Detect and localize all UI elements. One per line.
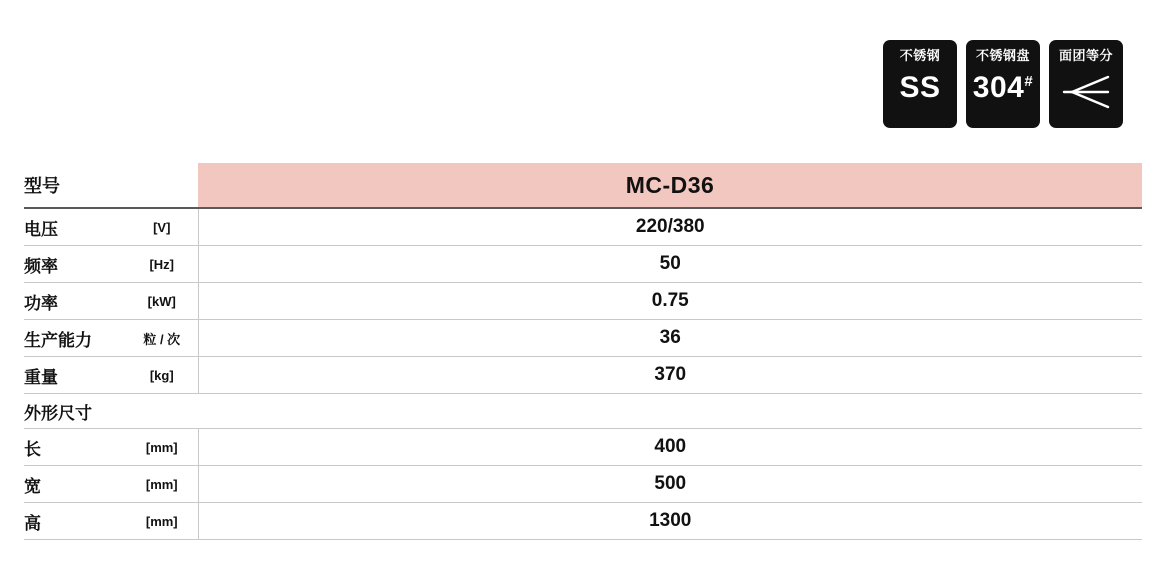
row-value: 50	[198, 246, 1142, 283]
row-unit: [mm]	[126, 503, 198, 540]
table-row	[24, 357, 1142, 394]
divide-arrow-icon	[1062, 73, 1110, 116]
row-value: 500	[198, 466, 1142, 503]
row-unit: [kW]	[126, 283, 198, 320]
badge-stainless-steel-304	[966, 40, 1040, 128]
row-value: 400	[198, 429, 1142, 466]
header-label: 型号	[24, 163, 126, 208]
badge-top-label: 不锈钢	[899, 48, 941, 63]
row-unit: [V]	[126, 208, 198, 246]
row-unit: [mm]	[126, 466, 198, 503]
badge-stainless-steel	[883, 40, 957, 128]
section-unit-blank	[126, 394, 198, 429]
row-value: 220/380	[198, 208, 1142, 246]
row-value: 370	[198, 357, 1142, 394]
section-value-blank	[198, 394, 1142, 429]
row-label: 功率	[24, 283, 126, 320]
table-row	[24, 429, 1142, 466]
section-label: 外形尺寸	[24, 394, 126, 429]
header-model-value: MC-D36	[198, 163, 1142, 208]
header-unit	[126, 163, 198, 208]
table-row	[24, 208, 1142, 246]
badge-superscript: #	[1024, 73, 1034, 91]
row-value: 36	[198, 320, 1142, 357]
specification-table	[24, 163, 1142, 540]
table-row	[24, 503, 1142, 540]
row-unit: [mm]	[126, 429, 198, 466]
feature-badge-row	[883, 40, 1123, 128]
badge-main-label: SS	[899, 71, 941, 105]
badge-main-label	[973, 72, 1033, 104]
table-row	[24, 320, 1142, 357]
row-unit: [Hz]	[126, 246, 198, 283]
badge-dough-dividing	[1049, 40, 1123, 128]
row-value: 1300	[198, 503, 1142, 540]
row-unit: 粒 / 次	[126, 320, 198, 357]
table-row	[24, 466, 1142, 503]
row-label: 宽	[24, 466, 126, 503]
badge-top-label: 不锈钢盘	[975, 48, 1030, 63]
row-label: 生产能力	[24, 320, 126, 357]
table-row	[24, 246, 1142, 283]
table-section-row	[24, 394, 1142, 429]
row-value: 0.75	[198, 283, 1142, 320]
row-label: 电压	[24, 208, 126, 246]
row-label: 重量	[24, 357, 126, 394]
row-label: 高	[24, 503, 126, 540]
table-header-row	[24, 163, 1142, 208]
row-label: 长	[24, 429, 126, 466]
badge-top-label: 面团等分	[1058, 48, 1113, 63]
row-unit: [kg]	[126, 357, 198, 394]
row-label: 频率	[24, 246, 126, 283]
table-row	[24, 283, 1142, 320]
badge-main-number: 304	[972, 71, 1025, 105]
